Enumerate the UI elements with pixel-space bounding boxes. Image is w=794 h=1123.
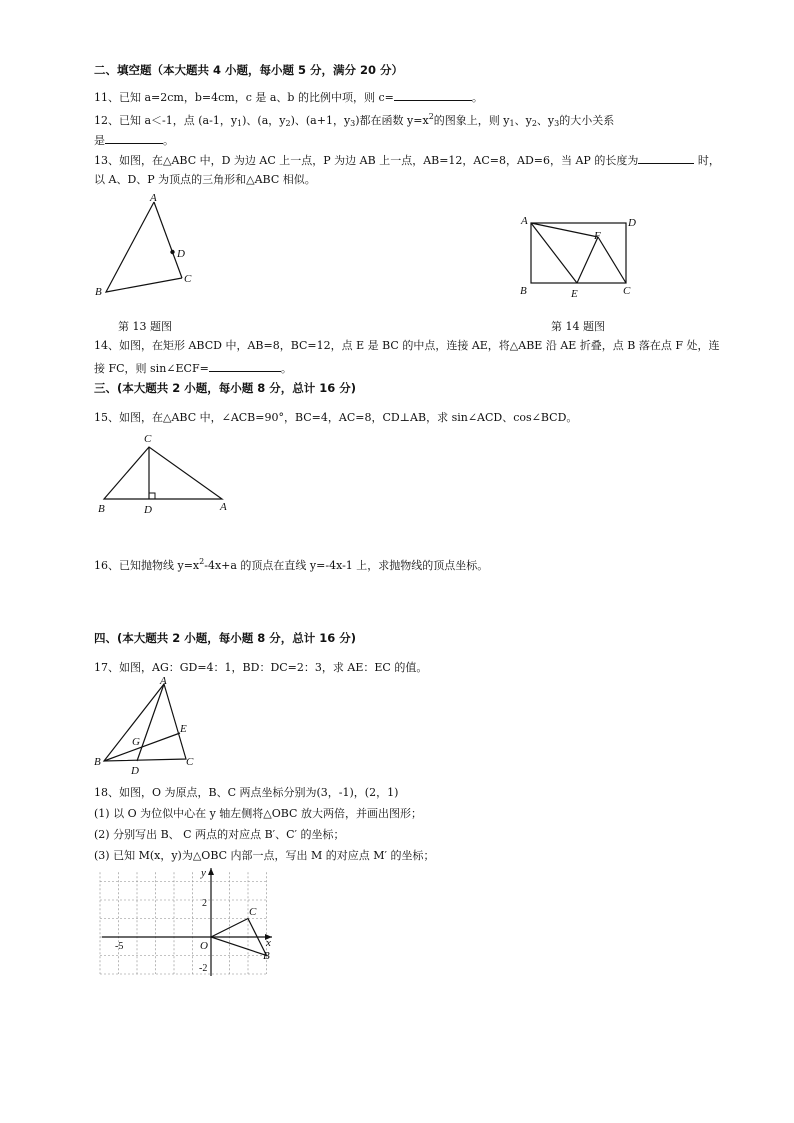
question-11 (94, 89, 483, 105)
q12-part: 12、已知 a＜-1，点 (a-1，y (94, 114, 238, 127)
q12-prefix: 是 (94, 134, 105, 147)
fig18-label-y: y (201, 867, 206, 879)
fig14-label-d: D (628, 217, 636, 229)
fig14-label-f: F (594, 230, 601, 242)
fig14-segment-fe (577, 237, 598, 283)
q14-end: 。 (280, 362, 292, 375)
fig17-label-d: D (131, 765, 139, 777)
question-18-item-2: (2) 分别写出 B、 C 两点的对应点 B′、C′ 的坐标； (94, 828, 345, 841)
q13-end: 时， (697, 154, 720, 167)
q16-part: 16、已知抛物线 y=x (94, 559, 200, 572)
section-3-title: 三、(本大题共 2 小题，每小题 8 分，总计 16 分) (94, 381, 357, 395)
fig13-label-d: D (177, 248, 185, 260)
fig18-tick-x-neg5: -5 (115, 941, 124, 952)
fig15-label-c: C (144, 433, 152, 445)
fig17-label-g: G (132, 736, 140, 748)
q11-answer-blank[interactable] (394, 89, 472, 101)
fig17-label-c: C (186, 756, 194, 768)
question-17: 17、如图，AG：GD=4：1，BD：DC=2：3，求 AE：EC 的值。 (94, 661, 428, 674)
fig14-rectangle (531, 223, 626, 283)
section-4-title: 四、(本大题共 2 小题，每小题 8 分，总计 16 分) (94, 631, 357, 645)
q13-text: 13、如图，在△ABC 中，D 为边 AC 上一点，P 为边 AB 上一点，AB=12，AC=8，AD=6，当 AP 的长度为 (94, 154, 639, 167)
q11-text: 11、已知 a=2cm，b=4cm，c 是 a、b 的比例中项，则 c= (94, 91, 394, 104)
q12-part: 的大小关系 (559, 114, 615, 127)
fig14-label-a: A (521, 215, 528, 227)
figure-14 (515, 210, 655, 305)
fig14-segment-af (531, 223, 598, 237)
q16-sup: 2 (199, 557, 205, 566)
figure-18 (100, 865, 280, 985)
fig14-label-e: E (571, 288, 578, 300)
fig13-label-a: A (150, 192, 157, 204)
fig14-segment-ae (531, 223, 577, 283)
question-13 (94, 152, 720, 168)
fig17-segment-ad (137, 684, 164, 761)
q16-part: -4x+a 的顶点在直线 y=-4x-1 上，求抛物线的顶点坐标。 (204, 559, 489, 572)
q12-part: )都在函数 y=x (355, 114, 429, 127)
q12-sub: 1 (509, 119, 515, 128)
fig17-triangle (104, 684, 186, 761)
fig18-grid (100, 872, 267, 974)
fig13-side-ac (154, 202, 182, 278)
q12-sub: 1 (237, 119, 243, 128)
section-2-title: 二、填空题（本大题共 4 小题，每小题 5 分，满分 20 分） (94, 63, 404, 77)
fig15-label-b: B (98, 503, 105, 515)
q12-part: 的图象上，则 y (433, 114, 510, 127)
question-18-item-3: (3) 已知 M(x，y)为△OBC 内部一点，写出 M 的对应点 M′ 的坐标； (94, 849, 435, 862)
q12-sub: 2 (531, 119, 537, 128)
q12-part: )、(a，y (242, 114, 286, 127)
fig18-label-b: B (263, 950, 270, 962)
q12-sup: 2 (428, 112, 434, 121)
fig13-label-b: B (95, 286, 102, 298)
q12-sub: 3 (350, 119, 356, 128)
fig18-label-c: C (249, 906, 257, 918)
question-12-line-2 (94, 132, 174, 148)
fig18-y-arrow-icon (208, 868, 214, 875)
q12-part: 、y (514, 114, 532, 127)
q14-answer-blank[interactable] (209, 360, 281, 372)
fig13-caption: 第 13 题图 (118, 320, 172, 333)
fig13-point-d (170, 250, 174, 254)
figure-15 (92, 430, 242, 520)
figure-17 (92, 675, 212, 780)
fig15-label-a: A (220, 501, 227, 513)
q12-answer-blank[interactable] (105, 132, 163, 144)
question-18: 18、如图，O 为原点，B、C 两点坐标分别为(3，-1)，(2，1) (94, 786, 399, 799)
fig14-label-c: C (623, 285, 631, 297)
fig15-triangle (104, 447, 222, 499)
q12-part: 、y (536, 114, 555, 127)
question-16 (94, 555, 488, 573)
fig17-label-a: A (160, 675, 167, 687)
q12-end: 。 (163, 134, 174, 147)
question-18-item-1: (1) 以 O 为位似中心在 y 轴左侧将△OBC 放大两倍，并画出图形； (94, 807, 422, 820)
fig14-label-b: B (520, 285, 527, 297)
fig15-right-angle-mark (149, 493, 155, 499)
q12-part: )、(a+1，y (290, 114, 351, 127)
fig15-label-d: D (144, 504, 152, 516)
fig17-label-b: B (94, 756, 101, 768)
fig18-label-o: O (200, 940, 208, 952)
q12-sub: 3 (554, 119, 560, 128)
fig13-label-c: C (184, 273, 192, 285)
fig17-label-e: E (180, 723, 187, 735)
question-14: 14、如图，在矩形 ABCD 中，AB=8，BC=12，点 E 是 BC 的中点，连接 AE，将△ABE 沿 AE 折叠，点 B 落在点 F 处，连 (94, 339, 720, 352)
question-14-line-2 (94, 360, 292, 376)
fig18-tick-y-2: 2 (202, 898, 207, 909)
fig18-label-x: x (266, 937, 271, 949)
fig14-caption: 第 14 题图 (551, 320, 605, 333)
q12-sub: 2 (285, 119, 291, 128)
figure-13 (90, 190, 200, 305)
q13-answer-blank[interactable] (638, 152, 694, 164)
question-12 (94, 110, 614, 131)
q14-text: 接 FC，则 sin∠ECF= (94, 362, 209, 375)
fig18-tick-y-neg2: -2 (199, 963, 208, 974)
q11-end: 。 (471, 91, 483, 104)
question-15: 15、如图，在△ABC 中，∠ACB=90°，BC=4，AC=8，CD⊥AB，求 sin∠ACD、cos∠BCD。 (94, 411, 578, 424)
fig14-segment-fc (598, 237, 626, 283)
question-13-line-2: 以 A、D、P 为顶点的三角形和△ABC 相似。 (94, 173, 316, 186)
